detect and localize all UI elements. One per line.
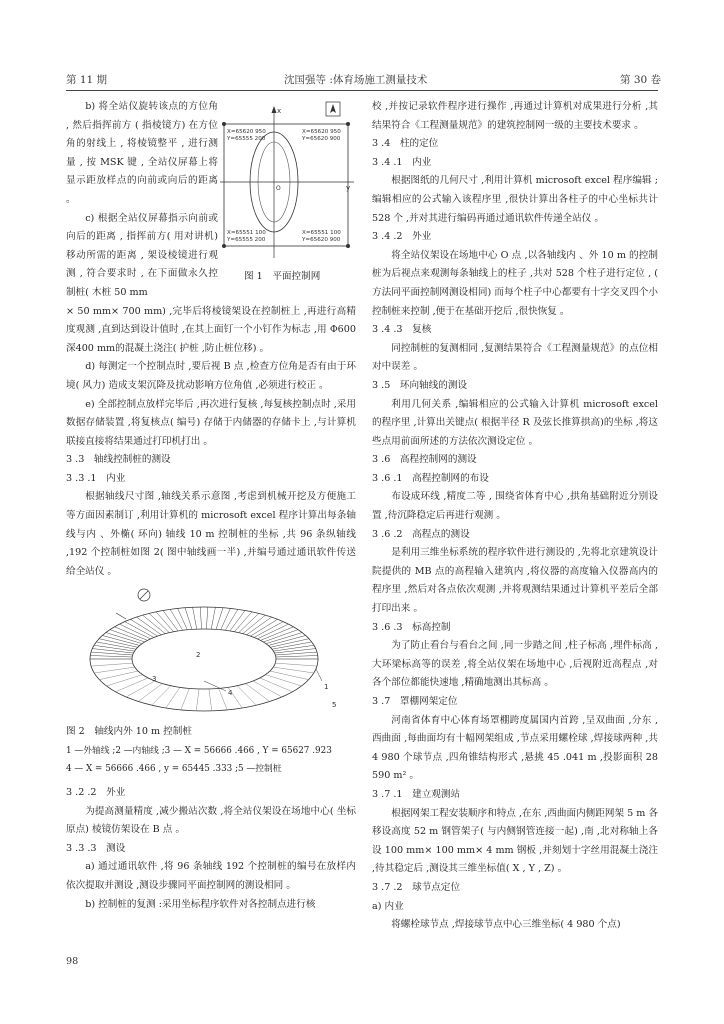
radial-axis-line (181, 689, 190, 711)
right-body-text (372, 98, 658, 935)
radial-axis-line (152, 686, 171, 706)
radial-axis-line (196, 689, 199, 711)
radial-axis-line (246, 684, 270, 702)
legend-leader-1 (316, 669, 322, 681)
radial-axis-line (266, 675, 302, 686)
section-heading: 3 .6 .2 高程点的测设 (372, 528, 470, 540)
figure-2-caption: 图 2 轴线内外 10 m 控制桩 (66, 726, 192, 738)
control-pile-marker-line (116, 613, 126, 619)
radial-axis-line (90, 656, 132, 658)
section-heading: 3 .2 .2 外业 (66, 787, 126, 799)
radial-axis-line (273, 668, 314, 674)
left-column (66, 98, 356, 914)
wrap-paragraph-c: c) 根据全站仪屏幕指示向前或向后的距离 , 指挥前方( 用对讲机) 移动所需的距离 , 架设棱镜进行观测 , 符合要求时 , 在下面做永久控制桩( 木桩 50 mm (66, 212, 218, 298)
radial-axis-line (91, 664, 133, 667)
radial-axis-line (276, 656, 318, 658)
header-rule (66, 90, 658, 91)
figure-2-axis-control-piles (66, 585, 356, 723)
radial-axis-line (92, 649, 133, 653)
section-heading: 3 .7 罩棚网架定位 (372, 696, 458, 707)
radial-axis-line (200, 607, 201, 629)
sw-y-coord: Y=65555 200 (227, 237, 266, 243)
origin-label: O (276, 185, 281, 192)
body-paragraph: 为了防止看台与看台之间 ,同一步踏之间 ,柱子标高 ,埋件标高 ,大环梁标高等的误差 ,将全站仪架在场地中心 ,后视附近高程点 ,对各个部位都能快速地 ,精确地测出其标高 。 (372, 640, 658, 689)
radial-axis-line (273, 646, 314, 652)
radial-axis-line (253, 681, 282, 697)
radial-axis-line (254, 622, 283, 638)
section-heading: 3 .7 .1 建立观测站 (372, 788, 461, 800)
figure-2-label-4: 4 (228, 689, 233, 698)
nw-x-coord: X=65620 950 (227, 129, 266, 135)
radial-axis-lines (90, 607, 318, 711)
sw-x-coord: X=65551 100 (227, 230, 266, 236)
section-heading: 3 .3 .3 测设 (66, 842, 126, 854)
radial-axis-line (120, 625, 151, 640)
body-paragraph: e) 全部控制点放样完毕后 ,再次进行复核 ,每复核控制点时 ,采用数据存储装置 ,将复核点( 编号) 存储于内储器的存储卡上 ,与计算机联接直接将结果通过打印机打出 。 (66, 398, 356, 447)
body-paragraph: 是利用三维坐标系统的程序软件进行测设的 ,先将北京建筑设计院提供的 MB 点的高程输入建筑内 ,将仪器的高度输入仪器高内的程序里 ,然后对各点依次观测 ,并将观测结果通过计算机平差后全部打印出来 。 (372, 547, 658, 615)
body-paragraph: 根据图纸的几何尺寸 ,利用计算机 microsoft excel 程序编辑 ;编辑相应的公式输入该程序里 ,很快计算出各柱子的中心坐标共计 528 个 ,并对其进行编码再通过通讯软件传递全站仪 。 (372, 175, 658, 224)
section-heading: 3 .6 .1 高程控制网的布设 (372, 472, 489, 484)
body-paragraph: 根据网架工程安装顺序和特点 ,在东 ,西曲面内侧距网架 5 m 各移设高度 52 m 钢管架子( 与内侧钢管连接一起) ,南 ,北对称轴上各设 100 mm× 100 mm× 4 mm 钢板 ,并刻划十字丝用混凝土浇注 ,待其稳定后 ,测设其三维坐标值( X , Y , Z) 。 (372, 807, 658, 875)
radial-axis-line (216, 608, 223, 630)
radial-axis-line (138, 684, 162, 702)
radial-axis-line (237, 686, 256, 706)
right-column (372, 98, 658, 935)
body-paragraph: 校 ,并按记录软件程序进行操作 ,再通过计算机对成果进行分析 ,其结果符合《工程测量规范》的建筑控制网一级的主要技术要求 。 (372, 101, 658, 131)
body-paragraph: 利用几何关系 ,编辑相应的公式输入计算机 microsoft excel 的程序里 ,计算出关键点( 根据半径 R 及弦长推算拱高)的坐标 ,将这些点用前面所述的方法依次测设定位 。 (372, 398, 658, 447)
se-y-coord: Y=65620 900 (302, 237, 341, 243)
radial-axis-line (251, 620, 278, 637)
figure-2-legend-line-2: 4 — X = 56666 .466 , y = 65445 .333 ;5 —控制桩 (66, 764, 282, 775)
body-paragraph: × 50 mm× 700 mm) ,完毕后将棱镜架设在控制桩上 ,再进行高精度观测 ,直到达到设计值时 ,在其上面钉一个小钉作为标志 ,用 Φ600 深400 mm的混凝土浇注( 护桩 ,防止桩位移) 。 (66, 305, 356, 354)
radial-axis-line (221, 609, 231, 630)
ne-y-coord: Y=65620 900 (302, 136, 341, 142)
x-axis-label: x (277, 107, 282, 115)
radial-axis-line (99, 671, 138, 680)
radial-axis-line (94, 668, 135, 674)
body-paragraph: 为提高测量精度 ,减少搬站次数 ,将全站仪架设在场地中心( 坐标原点) 棱镜仿架设在 B 点 。 (66, 805, 356, 836)
section-heading: 3 .5 环向轴线的测设 (372, 379, 468, 391)
radial-axis-line (211, 608, 215, 630)
ne-x-coord: X=65620 950 (302, 129, 341, 135)
radial-axis-line (275, 649, 316, 653)
figure-2-label-5: 5 (332, 701, 337, 710)
radial-axis-line (136, 618, 161, 636)
volume-number: 第 30 卷 (620, 74, 662, 86)
body-paragraph: 将全站仪架设在场地中心 O 点 ,以各轴线内 、外 10 m 的控制桩为后视点来观测每条轴线上的柱子 ,共对 528 个柱子进行定位 , ( 方法同平面控制网测设相同) 而每个柱子中心都要有十字交叉四个小控制桩来控制 ,便于在基础开挖后 ,很快恢复 。 (372, 249, 658, 317)
wrap-paragraph-b: b) 将全站仪旋转该点的方位角 , 然后指挥前方 ( 指棱镜方) 在方位角的射线上 , 将棱镜整平 , 进行测量 , 按 MSK 键 , 全站仪屏幕上将显示距放样点的向前或向后的距离 。 (66, 101, 218, 205)
section-heading: 3 .6 高程控制网的测设 (372, 454, 477, 466)
radial-axis-line (261, 627, 294, 641)
section-heading: 3 .4 .3 复核 (372, 324, 432, 336)
page-number: 98 (66, 956, 79, 967)
radial-axis-line (260, 678, 293, 692)
body-paragraph: 河南省体育中心体育场罩棚跨度属国内首跨 ,呈双曲面 ,分东 ,西曲面 ,每曲面均有十幅网架组成 ,节点采用螺栓球 ,焊接球两种 ,共 4 980 个球节点 ,四角锥结构形式 ,悬挑 45 .041 m ,投影面积 28 590 m² 。 (372, 714, 658, 782)
radial-axis-line (178, 609, 188, 630)
left-body-text (66, 303, 356, 582)
body-paragraph: b) 控制桩的复测 :采用坐标程序软件对各控制点进行核 (85, 898, 316, 910)
running-title: 沈国强等 :体育场施工测量技术 (284, 74, 428, 86)
radial-axis-line (115, 627, 148, 641)
figure-2-label-3: 3 (152, 675, 157, 684)
figure-2-legend-line-1: 1 —外轴线 ;2 —内轴线 ;3 — X = 56666 .466 , Y = 65627 .923 (66, 746, 332, 757)
figure-1-caption: 图 1 平面控制网 (244, 271, 321, 282)
body-paragraph: 将螺栓球节点 ,焊接球节点中心三维坐标( 4 980 个点) (391, 919, 621, 931)
radial-axis-line (275, 653, 317, 656)
section-heading: 3 .4 .1 内业 (372, 156, 432, 168)
radial-axis-line (130, 620, 157, 637)
section-heading: 3 .7 .2 球节点定位 (372, 881, 461, 893)
radial-axis-line (257, 625, 288, 640)
body-paragraph: d) 每测定一个控制点时 ,要后视 B 点 ,检查方位角是否有由于环境( 风力) 造成支架沉降及扰动影响方位角值 ,必须进行校正 。 (66, 361, 356, 391)
figure-2-label-1: 1 (324, 683, 329, 692)
radial-axis-line (193, 608, 197, 630)
radial-axis-line (116, 678, 149, 692)
section-heading: 3 .4 .2 外业 (372, 231, 432, 243)
radial-axis-line (247, 618, 272, 636)
radial-axis-line (110, 630, 145, 642)
body-paragraph: 同控制桩的复测相同 ,复测结果符合《工程测量规范》的点位相对中误差 。 (372, 342, 658, 373)
issue-number: 第 11 期 (66, 74, 108, 86)
section-heading: 3 .6 .3 标高控制 (372, 621, 451, 633)
se-x-coord: X=65551 100 (302, 230, 341, 236)
radial-axis-line (94, 646, 135, 652)
section-heading: 3 .4 柱的定位 (372, 138, 439, 150)
section-heading: 3 .3 .1 内业 (66, 472, 126, 484)
radial-axis-line (126, 681, 155, 697)
radial-axis-line (219, 689, 228, 711)
section-heading: a) 内业 (372, 900, 404, 912)
radial-axis-line (166, 688, 180, 709)
section-heading: 3 .3 轴线控制桩的测设 (66, 454, 171, 466)
radial-axis-line (170, 610, 183, 631)
figure-2-label-2: 2 (196, 651, 201, 660)
radial-axis-line (263, 630, 298, 642)
left-body-text-after-figure (66, 784, 356, 914)
radial-axis-line (107, 675, 143, 686)
radial-axis-line (225, 610, 238, 631)
radial-axis-line (275, 664, 317, 667)
radial-axis-line (125, 622, 154, 638)
body-paragraph: a) 通过通讯软件 ,将 96 条轴线 192 个控制桩的编号在放样内依次提取并测设 ,测设步骤同平面控制网的测设相同 。 (66, 861, 356, 891)
radial-axis-line (209, 689, 212, 711)
compass-needle (140, 591, 148, 599)
radial-axis-line (91, 653, 133, 656)
y-axis-label: y (346, 184, 351, 192)
body-paragraph: 布设成环线 ,精度二等 , 围绕省体育中心 ,拱角基础附近分别设置 ,待沉降稳定后再进行观测 。 (372, 491, 658, 522)
radial-axis-line (185, 608, 192, 630)
radial-axis-line (270, 671, 309, 680)
nw-y-coord: Y=65555 200 (227, 136, 266, 142)
body-paragraph: 根据轴线尺寸图 ,轴线关系示意图 ,考虑到机械开挖及方便施工等方面因素制订 ,利用计算机的 microsoft excel 程序计算出每条轴线与内 、外椭( 环向) 轴线 10 m 控制桩的坐标 ,共 96 条纵轴线 ,192 个控制桩如图 2( 图中轴线画一半) ,并编号通过通讯软件传送给全站仪 。 (66, 491, 356, 577)
legend-leader-3 (204, 681, 226, 691)
radial-axis-line (206, 607, 207, 629)
